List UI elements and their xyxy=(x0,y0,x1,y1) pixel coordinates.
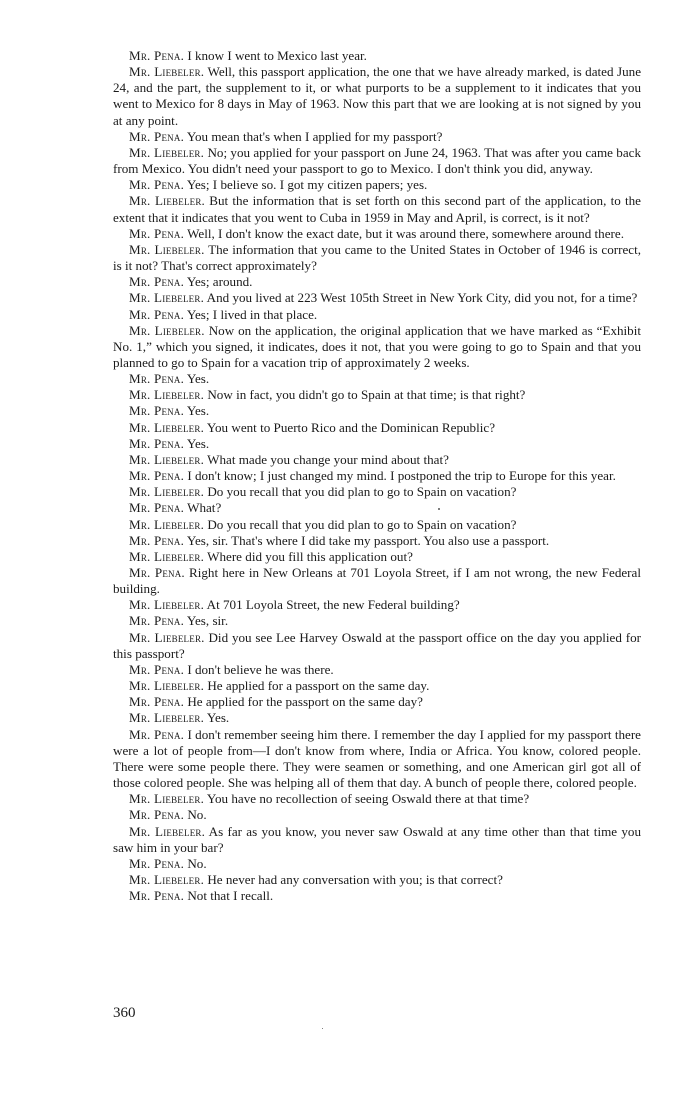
testimony-paragraph xyxy=(113,613,641,629)
testimony-text: Yes, sir. That's where I did take my passport. You also use a passport. xyxy=(186,532,550,548)
speaker-name: Mr. Pena. xyxy=(129,500,185,516)
speaker-name: Mr. Pena. xyxy=(129,565,185,580)
testimony-paragraph xyxy=(113,323,641,371)
testimony-paragraph xyxy=(113,727,641,792)
testimony-paragraph xyxy=(113,403,641,419)
testimony-paragraph xyxy=(113,307,641,323)
testimony-paragraph xyxy=(113,193,641,225)
testimony-text: Where did you fill this application out? xyxy=(207,548,413,564)
testimony-paragraph xyxy=(113,177,641,193)
testimony-text: Now on the application, the original application that we have marked as “Exhibit No. 1,” which you signed, it indicates, does it not, that you were going to go to Spain and that you planned to go to Spain for a vacation trip of approximately 2 weeks. xyxy=(113,322,642,370)
speaker-name: Mr. Pena. xyxy=(129,888,185,904)
scan-speck xyxy=(322,1028,323,1029)
testimony-paragraph xyxy=(113,436,641,452)
speaker-name: Mr. Liebeler. xyxy=(129,144,205,160)
speaker-name: Mr. Liebeler. xyxy=(129,548,205,564)
testimony-text: I know I went to Mexico last year. xyxy=(187,48,367,63)
testimony-text: Did you see Lee Harvey Oswald at the passport office on the day you applied for this passport? xyxy=(113,629,641,661)
testimony-text: You went to Puerto Rico and the Dominican Republic? xyxy=(206,419,496,435)
speaker-name: Mr. Pena. xyxy=(129,726,185,742)
speaker-name: Mr. Liebeler. xyxy=(129,678,205,694)
testimony-paragraph xyxy=(113,517,641,533)
speaker-name: Mr. Liebeler. xyxy=(129,387,205,403)
testimony-text: No; you applied for your passport on June 24, 1963. That was after you came back from Mexico. You didn't need your passport to go to Mexico. I don't think you did, anyway. xyxy=(113,144,641,177)
testimony-text: Right here in New Orleans at 701 Loyola Street, if I am not wrong, the new Federal building. xyxy=(113,565,641,597)
testimony-text: Yes. xyxy=(206,710,230,726)
speaker-name: Mr. Liebeler. xyxy=(129,290,205,306)
testimony-paragraph xyxy=(113,145,641,177)
speaker-name: Mr. Liebeler. xyxy=(129,791,205,807)
speaker-name: Mr. Pena. xyxy=(129,532,185,548)
testimony-paragraph xyxy=(113,533,641,549)
testimony-paragraph xyxy=(113,662,641,678)
testimony-text: At 701 Loyola Street, the new Federal building? xyxy=(206,597,460,613)
speaker-name: Mr. Liebeler. xyxy=(129,629,205,645)
speaker-name: Mr. Pena. xyxy=(129,694,185,710)
speaker-name: Mr. Liebeler. xyxy=(129,193,206,209)
testimony-text: He applied for a passport on the same day. xyxy=(207,678,430,694)
testimony-text: Not that I recall. xyxy=(187,888,274,904)
testimony-text: But the information that is set forth on this second part of the application, to the extent that it indicates that you went to Cuba in 1959 in May and April, is correct, is it not? xyxy=(113,193,641,225)
speaker-name: Mr. Pena. xyxy=(129,613,185,629)
speaker-name: Mr. Liebeler. xyxy=(129,871,205,887)
testimony-text: The information that you came to the United States in October of 1946 is correct, is it not? That's correct approximately? xyxy=(113,241,641,274)
testimony-paragraph xyxy=(113,597,641,613)
testimony-text: Yes. xyxy=(186,403,210,419)
testimony-paragraph xyxy=(113,807,641,823)
testimony-text: No. xyxy=(187,807,207,823)
testimony-text: Yes. xyxy=(186,371,210,387)
testimony-text: Yes; I lived in that place. xyxy=(186,306,318,322)
testimony-paragraph xyxy=(113,387,641,403)
testimony-text: He never had any conversation with you; is that correct? xyxy=(207,871,503,887)
testimony-text: Now in fact, you didn't go to Spain at that time; is that right? xyxy=(207,387,526,403)
testimony-paragraph xyxy=(113,872,641,888)
testimony-text: Do you recall that you did plan to go to Spain on vacation? xyxy=(207,484,517,500)
speaker-name: Mr. Liebeler. xyxy=(129,451,205,467)
testimony-paragraph xyxy=(113,64,641,129)
speaker-name: Mr. Pena. xyxy=(129,274,185,290)
testimony-text: Yes, sir. xyxy=(186,613,229,629)
testimony-text: You mean that's when I applied for my passport? xyxy=(186,128,443,144)
testimony-paragraph xyxy=(113,129,641,145)
testimony-paragraph xyxy=(113,549,641,565)
testimony-paragraph xyxy=(113,678,641,694)
speaker-name: Mr. Pena. xyxy=(129,435,185,451)
testimony-text: As far as you know, you never saw Oswald at any time other than that time you saw him in your bar? xyxy=(113,823,641,855)
testimony-text: And you lived at 223 West 105th Street in New York City, did you not, for a time? xyxy=(206,290,638,306)
transcript-body xyxy=(113,48,641,904)
speaker-name: Mr. Liebeler. xyxy=(129,484,205,500)
speaker-name: Mr. Pena. xyxy=(129,468,185,484)
scan-speck xyxy=(438,508,440,510)
page-number: 360 xyxy=(113,1005,136,1021)
testimony-paragraph xyxy=(113,468,641,484)
speaker-name: Mr. Liebeler. xyxy=(129,419,205,435)
testimony-paragraph xyxy=(113,856,641,872)
testimony-text: I don't believe he was there. xyxy=(187,661,334,677)
testimony-text: I don't know; I just changed my mind. I postponed the trip to Europe for this year. xyxy=(187,468,616,484)
speaker-name: Mr. Liebeler. xyxy=(129,241,205,257)
testimony-text: Well, I don't know the exact date, but it was around there, somewhere around there. xyxy=(187,225,624,241)
testimony-paragraph xyxy=(113,452,641,468)
testimony-text: Do you recall that you did plan to go to Spain on vacation? xyxy=(207,516,517,532)
testimony-paragraph xyxy=(113,694,641,710)
testimony-text: What? xyxy=(187,500,222,516)
speaker-name: Mr. Liebeler. xyxy=(129,516,205,532)
testimony-paragraph xyxy=(113,484,641,500)
speaker-name: Mr. Liebeler. xyxy=(129,823,206,839)
testimony-text: What made you change your mind about that? xyxy=(207,451,449,467)
testimony-paragraph xyxy=(113,274,641,290)
speaker-name: Mr. Pena. xyxy=(129,225,185,241)
speaker-name: Mr. Liebeler. xyxy=(129,597,205,613)
speaker-name: Mr. Pena. xyxy=(129,403,185,419)
speaker-name: Mr. Pena. xyxy=(129,177,185,193)
testimony-paragraph xyxy=(113,420,641,436)
testimony-paragraph xyxy=(113,48,641,64)
testimony-text: I don't remember seeing him there. I remember the day I applied for my passport there were a lot of people from—I don't know from where, India or Africa. You know, colored people. There were some people there. They were seamen or something, and one American girl got all of those colored people. She was helping all of them that day. A bunch of people there, colored people. xyxy=(113,726,641,791)
speaker-name: Mr. Pena. xyxy=(129,661,185,677)
testimony-paragraph xyxy=(113,888,641,904)
testimony-paragraph xyxy=(113,500,641,516)
speaker-name: Mr. Liebeler. xyxy=(129,322,205,338)
testimony-paragraph xyxy=(113,824,641,856)
speaker-name: Mr. Liebeler. xyxy=(129,710,205,726)
speaker-name: Mr. Pena. xyxy=(129,807,185,823)
speaker-name: Mr. Liebeler. xyxy=(129,64,205,80)
testimony-text: You have no recollection of seeing Oswald there at that time? xyxy=(206,791,530,807)
testimony-paragraph xyxy=(113,242,641,274)
testimony-text: Yes; I believe so. I got my citizen papers; yes. xyxy=(186,177,428,193)
testimony-paragraph xyxy=(113,791,641,807)
speaker-name: Mr. Pena. xyxy=(129,128,185,144)
testimony-text: No. xyxy=(187,855,207,871)
testimony-paragraph xyxy=(113,290,641,306)
speaker-name: Mr. Pena. xyxy=(129,306,185,322)
speaker-name: Mr. Pena. xyxy=(129,855,185,871)
testimony-paragraph xyxy=(113,710,641,726)
testimony-text: Yes. xyxy=(186,435,210,451)
speaker-name: Mr. Pena. xyxy=(129,48,185,63)
speaker-name: Mr. Pena. xyxy=(129,371,185,387)
testimony-text: He applied for the passport on the same day? xyxy=(187,694,423,710)
testimony-text: Yes; around. xyxy=(186,274,253,290)
testimony-text: Well, this passport application, the one that we have already marked, is dated June 24, and the part, the supplement to it, or what purports to be a supplement to it indicates that you went to Mexico for 8 days in May of 1963. Now this part that we are looking at is not signed by you at any point. xyxy=(113,64,642,128)
testimony-paragraph xyxy=(113,371,641,387)
testimony-paragraph xyxy=(113,565,641,597)
testimony-paragraph xyxy=(113,226,641,242)
testimony-paragraph xyxy=(113,630,641,662)
